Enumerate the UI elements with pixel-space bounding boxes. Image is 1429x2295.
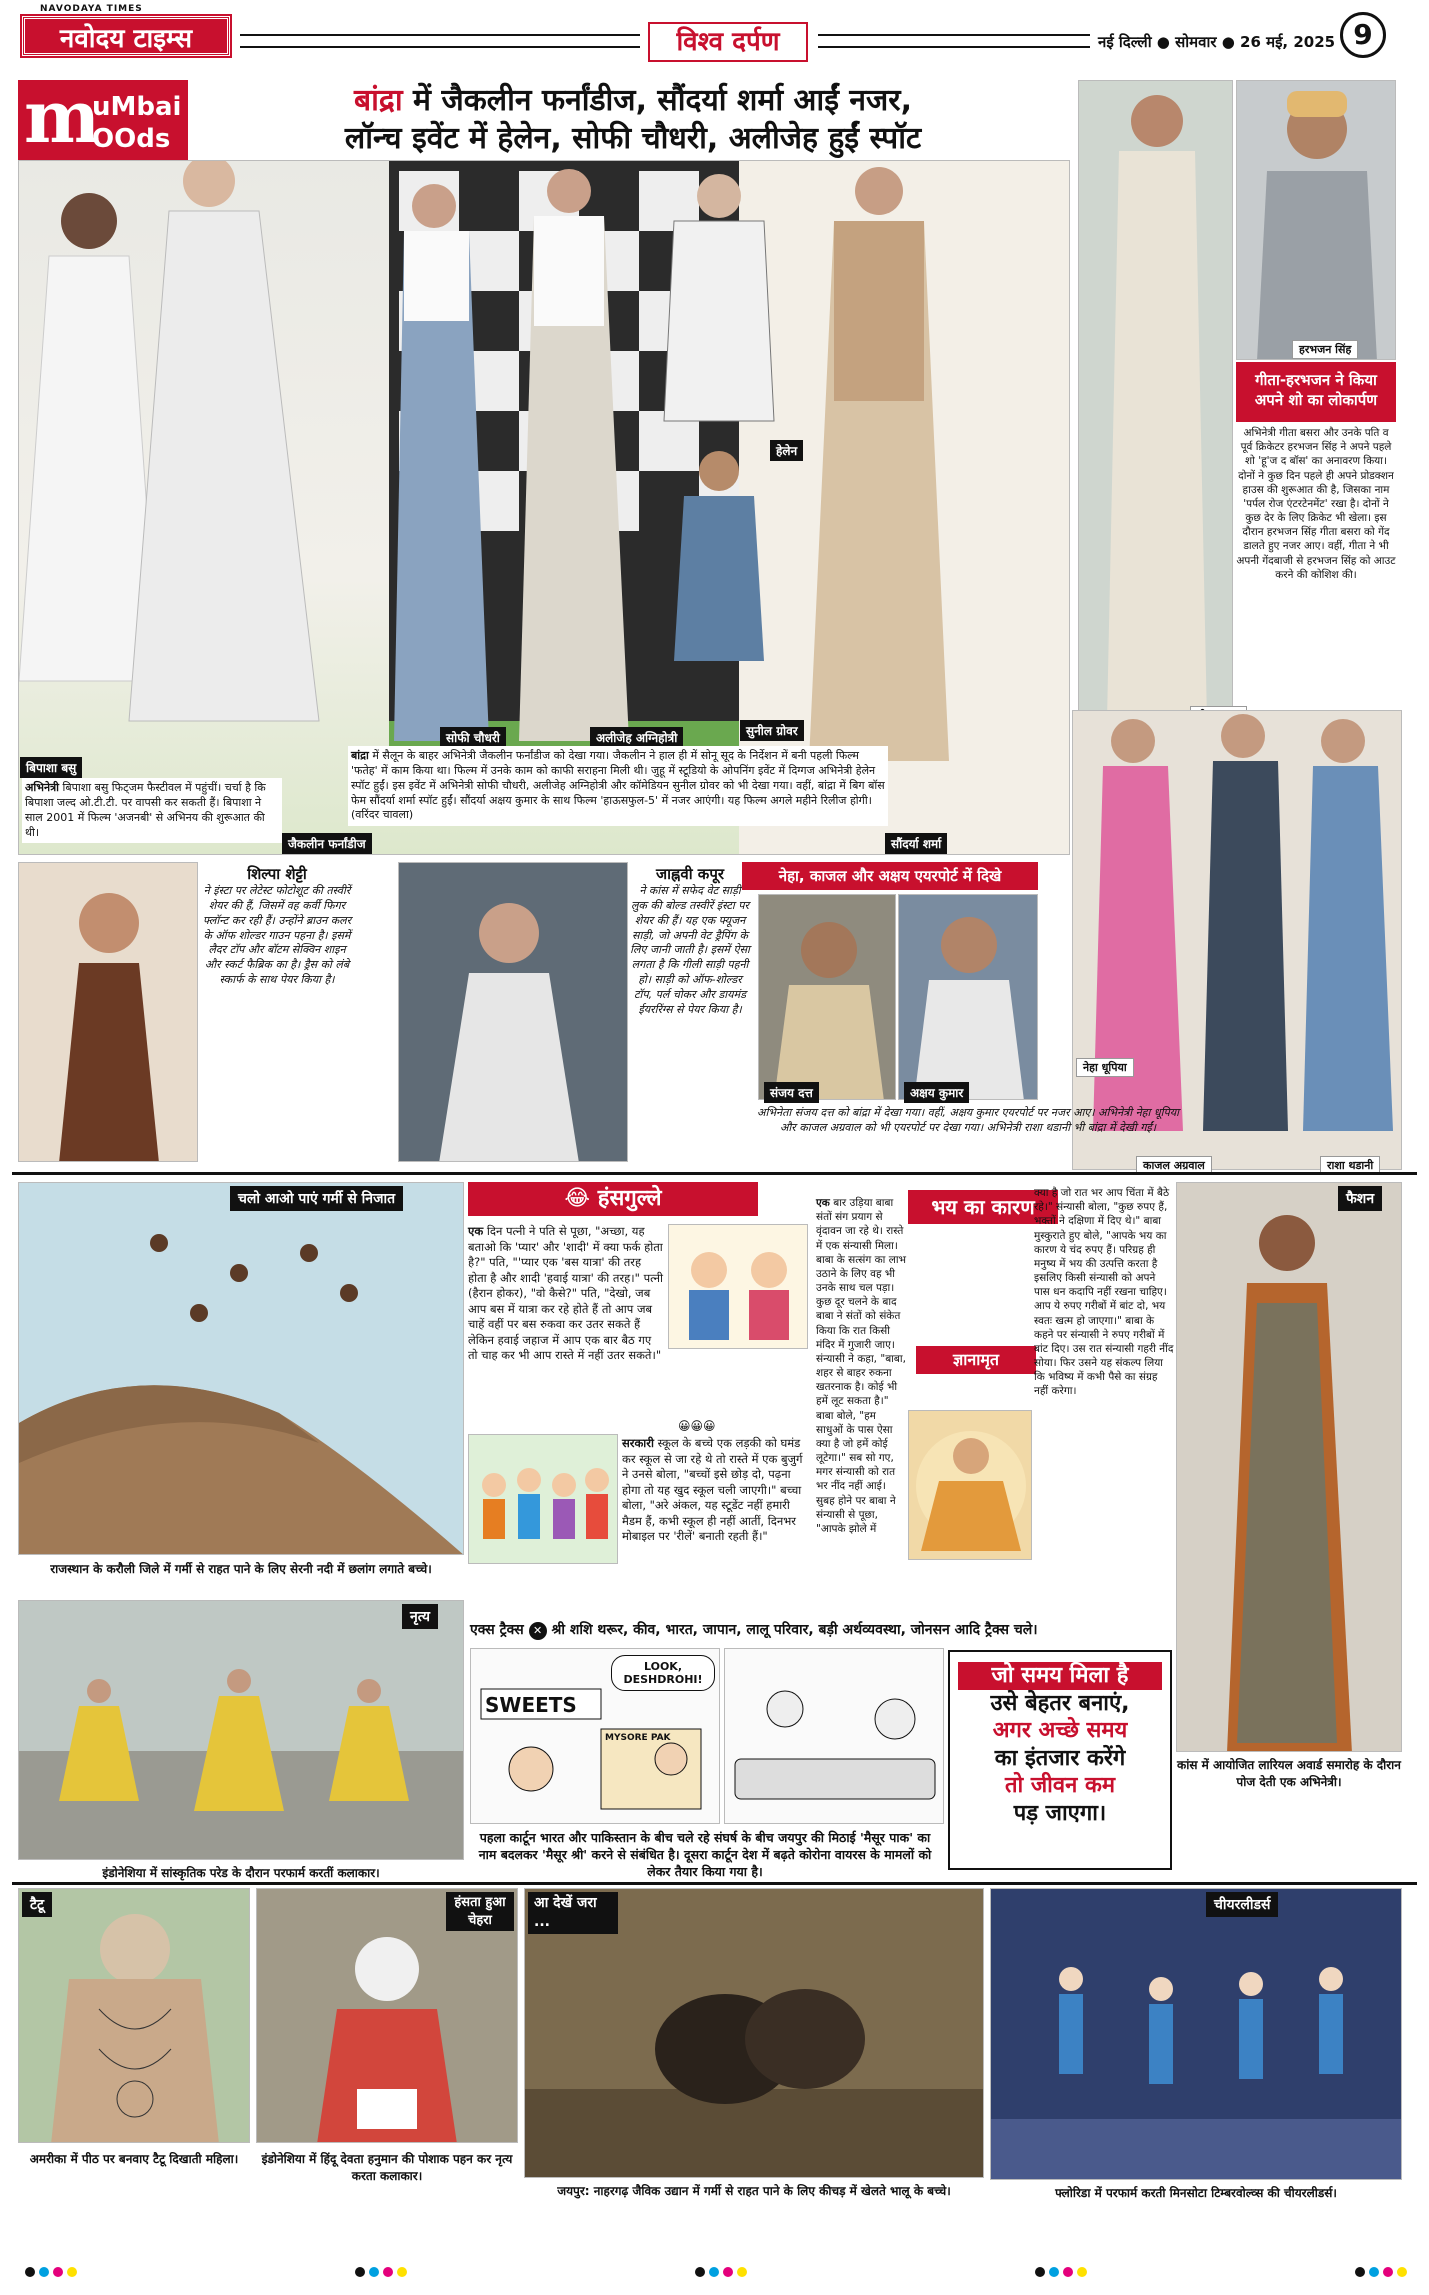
humor-box — [468, 1182, 810, 1592]
extra-tracks — [470, 1620, 1170, 1642]
cartoon-1 — [470, 1648, 720, 1824]
label-rasha: राशा थडानी — [1320, 1156, 1380, 1175]
brand-line1: uMbai — [92, 92, 182, 122]
label-akshay: अक्षय कुमार — [904, 1082, 969, 1103]
geeta-photo — [1078, 80, 1233, 730]
registration-graphic — [0, 2262, 1429, 2282]
janhvi-body: ने कांस में सफेद वेट साड़ी लुक की बोल्ड तस्वीरें इंस्टा पर शेयर की हैं। यह एक फ्यूजन साड़ी, जो अपनी वेट ड्रैपिंग के लिए जानी जाती है। इसमें ऐसा लगता है कि गीली साड़ी पहनी हो। साड़ी को ऑफ-शोल्डर टॉप, पर्ल चोकर और डायमंड ईयररिंग्स से पेयर किया है। — [630, 884, 750, 1016]
cheer-graphic — [991, 1889, 1402, 2180]
humor-emoji: 😀😀😀 — [678, 1419, 716, 1433]
tattoo-graphic — [19, 1889, 250, 2143]
wisdom-title: ज्ञानामृत — [916, 1346, 1036, 1374]
hanuman-caption: इंडोनेशिया में हिंदू देवता हनुमान की पोशाक पहन कर नृत्य करता कलाकार। — [261, 2152, 513, 2183]
quote-line4: का इंतजार करेंगे — [994, 1745, 1126, 1771]
quote-line6: पड़ जाएगा। — [1013, 1800, 1107, 1826]
label-helen: हेलेन — [770, 440, 803, 461]
humor-joke1-body: दिन पत्नी ने पति से पूछा, "अच्छा, यह बताओ कि 'प्यार' और 'शादी' में क्या फर्क होता है?" पति, "'प्यार एक 'बस यात्रा' की तरह होता है और शादी 'हवाई यात्रा' की तरह।" पत्नी (हैरान होकर), "वो कैसे?" पति, "देखो, जब आप बस में यात्रा कर रहे होते हैं तो आप जब चाहें वहीं पर बस रुकवा कर उतर सकते हैं लेकिन हवाई जहाज में आप एक बार बैठ गए तो चाह कर भी आप रास्ते में नहीं उतर सकते।" — [468, 1224, 663, 1363]
cartoon-sign: SWEETS — [485, 1693, 577, 1717]
shilpa-graphic — [19, 863, 198, 1162]
lead-credit: (वरिंदर चावला) — [351, 808, 414, 822]
masthead — [0, 0, 1429, 68]
dance-caption: इंडोनेशिया में सांस्कृतिक परेड के दौरान परफार्म करतीं कलाकार। — [102, 1866, 380, 1880]
cartoon-2 — [724, 1648, 944, 1824]
humor-joke1 — [468, 1224, 663, 1364]
dateline: नई दिल्ली ● सोमवार ● 26 मई, 2025 — [1098, 33, 1336, 51]
label-kajal: काजल अग्रवाल — [1136, 1156, 1212, 1175]
humor-joke2-lead: सरकारी — [622, 1436, 654, 1450]
sage-graphic — [909, 1411, 1032, 1560]
janhvi-text — [630, 864, 750, 1018]
lead-headline-red: बांद्रा — [354, 83, 403, 118]
heat-graphic — [19, 1183, 464, 1555]
extra-label: एक्स ट्रैक्स — [470, 1622, 524, 1638]
airport-headline: नेहा, काजल और अक्षय एयरपोर्ट में दिखे — [742, 862, 1038, 890]
fear-col2: क्या है जो रात भर आप चिंता में बैठे रहे।" संन्यासी बोला, "कुछ रुपए हैं, भक्तों ने दक्षिणा में दिए थे।" बाबा मुस्कुराते हुए बोले, "आपके भय का कारण ये चंद रुपए हैं। परिग्रह ही मनुष्य में भय की उत्पत्ति करता है इसलिए किसी संन्यासी को अपने पास धन कदापि नहीं रखना चाहिए। आप ये रुपए गरीबों में बांट दो, भय स्वतः खत्म हो जाएगा।" बाबा के कहने पर संन्यासी ने रुपए गरीबों में बांट दिए। उस रात संन्यासी गहरी नींद सोया। फिर उसने यह संकल्प लिया कि भविष्य में कभी पैसे का संग्रह नहीं करेगा। — [1034, 1187, 1174, 1398]
janhvi-graphic — [399, 863, 628, 1162]
label-sanjay: संजय दत्त — [764, 1082, 819, 1103]
humor-joke2 — [622, 1436, 808, 1545]
harbhajan-graphic — [1237, 81, 1396, 360]
geeta-headline: गीता-हरभजन ने किया अपने शो का लोकार्पण — [1236, 362, 1396, 422]
dance-graphic — [19, 1601, 464, 1860]
divider-1 — [12, 1172, 1417, 1175]
lead-headline-line1 — [200, 82, 1066, 120]
sanjay-photo — [758, 894, 896, 1100]
header-rule-right — [818, 34, 1090, 48]
humor-joke2-body: स्कूल के बच्चे एक लड़की को घमंड कर स्कूल से जा रहे थे तो रास्ते में एक बुजुर्ग ने उनसे बोला, "बच्चों इसे छोड़ दो, पढ़ना होगा तो यह खुद स्कूल चली जाएगी।" बच्चा बोला, "अरे अंकल, यह स्टूडेंट नहीं हमारी मैडम हैं, कभी स्कूल ही नहीं आतीं, दिनभर मोबाइल पर 'रीलें' बनाती रहती हैं।" — [622, 1436, 803, 1544]
shilpa-name: शिल्पा शेट्टी — [247, 865, 307, 883]
kids-graphic — [469, 1435, 618, 1564]
fear-col1 — [816, 1196, 906, 1536]
label-neha: नेहा धूपिया — [1076, 1058, 1134, 1077]
header-rule-left — [240, 34, 640, 48]
brand-line2: OOds — [92, 124, 171, 154]
laugh-icon: 😂 — [564, 1186, 598, 1211]
label-alizeh: अलीजेह अग्निहोत्री — [590, 727, 683, 748]
registration-bar — [0, 2262, 1429, 2282]
fear-col1-body: बार उड़िया बाबा संतों संग प्रयाग से वृंदावन जा रहे थे। रास्ते में एक संन्यासी मिला। बाबा के सत्संग का लाभ उठाने के लिए वह भी उनके साथ चल पड़ा। कुछ दूर चलने के बाद बाबा ने संतों को संकेत किया कि रात किसी मंदिर में गुजारी जाए। संन्यासी ने कहा, "बाबा, शहर से बाहर रुकना खतरनाक है। कोई भी हमें लूट सकता है।" बाबा बोले, "हम साधुओं के पास ऐसा क्या है जो हमें कोई लूटेगा।" सब सो गए, मगर संन्यासी को रात भर नींद नहीं आई। सुबह होने पर बाबा ने संन्यासी से पूछा, "आपके झोले में — [816, 1197, 906, 1535]
cartoon-bubble: LOOK, DESHDROHI! — [611, 1655, 715, 1691]
dance-photo — [18, 1600, 464, 1860]
cartoon-shop: MYSORE PAK — [605, 1733, 671, 1743]
airport-text: अभिनेता संजय दत्त को बांद्रा में देखा गया। वहीं, अक्षय कुमार एयरपोर्ट पर नजर आए। अभिनेत्री नेहा धूपिया और काजल अग्रवाल को भी एयरपोर्ट पर देखा गया। अभिनेत्री राशा थडानी भी बांद्रा में देखी गईं। — [757, 1106, 1179, 1134]
label-saundarya: सौंदर्या शर्मा — [885, 833, 947, 854]
neha-kajal-photo — [1072, 710, 1402, 1170]
lead-article-body: में सैलून के बाहर अभिनेत्री जैकलीन फर्नांडीज को देखा गया। जैकलीन ने हाल ही में सोनू सूद के निर्देशन में बनी पहली फिल्म 'फतेह' में काम किया था। फिल्म में उनके काम को काफी सराहना मिली थी। जुहू में स्टूडियो के ओपनिंग इवेंट में दिग्गज अभिनेत्री हेलेन स्पॉट हुईं। इस इवेंट में अभिनेत्री सोफी चौधरी, अलीजेह अग्निहोत्री और कॉमेडियन सुनील ग्रोवर को भी देखा गया। वहीं, बांद्रा में बिग बॉस फेम सौंदर्या शर्मा स्पॉट हुईं। सौंदर्या अक्षय कुमार के साथ फिल्म 'हाऊसफुल-5' में नजर आएंगी। यह फिल्म अगले महीने रिलीज होगी। — [351, 749, 885, 807]
janhvi-name: जाह्नवी कपूर — [656, 865, 724, 883]
cheer-tag: चीयरलीडर्स — [1206, 1892, 1278, 1917]
bipasha-text-body: बिपाशा बसु फिट्जम फैस्टीवल में पहुंचीं। चर्चा है कि बिपाशा जल्द ओ.टी.टी. पर वापसी कर सकती हैं। बिपाशा ने साल 2001 में फिल्म 'अजनबी' से अभिनय की शुरूआत की थी। — [25, 781, 266, 839]
fashion-tag: फैशन — [1338, 1186, 1382, 1211]
akshay-photo — [898, 894, 1038, 1100]
humor-joke1-lead: एक — [468, 1224, 484, 1238]
fashion-caption: कांस में आयोजित लारियल अवार्ड समारोह के दौरान पोज देती एक अभिनेत्री। — [1177, 1758, 1401, 1789]
shilpa-body: ने इंस्टा पर लेटेस्ट फोटोशूट की तस्वीरें शेयर की हैं, जिसमें वह कर्वी फिगर फ्लॉन्ट कर रही हैं। उन्होंने ब्राउन कलर के ऑफ शोल्डर गाउन पहना है। इसमें लैदर टॉप और बॉटम सेक्विन शाइन और स्कर्ट फैब्रिक का है। ड्रैस को लंबे स्कार्फ के साथ पेयर किया है। — [202, 884, 352, 987]
heat-photo — [18, 1182, 464, 1555]
tattoo-caption: अमरीका में पीठ पर बनवाए टैटू दिखाती महिला। — [29, 2152, 239, 2166]
cartoon-caption: पहला कार्टून भारत और पाकिस्तान के बीच चले रहे संघर्ष के बीच जयपुर की मिठाई 'मैसूर पाक' का नाम बदलकर 'मैसूर श्री' करने से संबंधित है। दूसरा कार्टून देश में बढ़ते कोरोना वायरस के मामलों को लेकर तैयार किया गया है। — [478, 1830, 932, 1879]
divider-2 — [12, 1882, 1417, 1885]
label-sunil: सुनील ग्रोवर — [740, 720, 804, 741]
cartoon-2-graphic — [725, 1649, 944, 1824]
label-harbhajan: हरभजन सिंह — [1292, 340, 1358, 359]
tattoo-photo — [18, 1888, 250, 2143]
jacqueline-figure — [129, 161, 319, 721]
cheer-photo — [990, 1888, 1402, 2180]
bipasha-text — [22, 778, 282, 843]
fear-lead: एक — [816, 1197, 830, 1209]
bipasha-text-lead: अभिनेत्री — [25, 781, 60, 794]
quote-line3: अगर अच्छे समय — [992, 1718, 1128, 1743]
extra-text: श्री शशि थरूर, कीव, भारत, जापान, लालू परिवार, बड़ी अर्थव्यवस्था, जोनसन आदि ट्रैक्स चले। — [551, 1622, 1038, 1638]
neha-kajal-graphic — [1073, 711, 1402, 1170]
brand-box — [18, 74, 188, 162]
shilpa-photo — [18, 862, 198, 1162]
humor-title: हंसगुल्ले — [597, 1186, 662, 1211]
humor-couple-illustration — [668, 1224, 808, 1349]
lead-headline-rest: में जैकलीन फर्नांडीज, सौंदर्या शर्मा आईं नजर, — [402, 83, 912, 118]
heat-caption: राजस्थान के करौली जिले में गर्मी से राहत पाने के लिए सेरनी नदी में छलांग लगाते बच्चे। — [50, 1562, 432, 1576]
shilpa-text — [202, 864, 352, 988]
label-jacqueline: जैकलीन फर्नांडीज — [282, 833, 372, 854]
heat-tag: चलो आओ पाएं गर्मी से निजात — [230, 1186, 403, 1211]
quote-line2: उसे बेहतर बनाएं, — [990, 1690, 1130, 1716]
masthead-logo[interactable]: नवोदय टाइम्स — [22, 16, 230, 56]
harbhajan-photo — [1236, 80, 1396, 360]
lead-article-lead: बांद्रा — [351, 749, 369, 762]
bear-tag: आ देखें जरा ... — [528, 1892, 618, 1934]
fashion-graphic — [1177, 1183, 1402, 1752]
extra-icon: ✕ — [529, 1622, 547, 1640]
humor-title-bar — [468, 1182, 758, 1216]
fashion-photo — [1176, 1182, 1402, 1752]
quote-line1: जो समय मिला है — [958, 1662, 1162, 1690]
label-sophie: सोफी चौधरी — [440, 727, 506, 748]
logo-small: NAVODAYA TIMES — [40, 4, 143, 14]
bear-caption: जयपुर: नाहरगढ़ जैविक उद्यान में गर्मी से राहत पाने के लिए कीचड़ में खेलते भालू के बच्चे। — [557, 2184, 951, 2198]
akshay-graphic — [899, 895, 1038, 1100]
quote-line5: तो जीवन कम — [1004, 1773, 1116, 1798]
lead-article — [348, 746, 888, 826]
janhvi-photo — [398, 862, 628, 1162]
dance-tag: नृत्य — [402, 1604, 438, 1629]
cheer-caption: फ्लोरिडा में परफार्म करती मिनसोटा टिम्बरवोल्व्स की चीयरलीडर्स। — [1055, 2186, 1337, 2200]
section-title: विश्व दर्पण — [648, 22, 808, 62]
page-number: 9 — [1340, 12, 1386, 58]
geeta-graphic — [1079, 81, 1233, 730]
sage-illustration — [908, 1410, 1032, 1560]
tattoo-tag: टैटू — [22, 1892, 52, 1917]
hanuman-tag: हंसता हुआ चेहरा — [446, 1892, 514, 1931]
label-bipasha: बिपाशा बसु — [20, 757, 82, 778]
brand-m: m — [24, 74, 101, 159]
couple-graphic — [669, 1225, 808, 1349]
lead-headline-line2: लॉन्च इवेंट में हेलेन, सोफी चौधरी, अलीजेह हुईं स्पॉट — [344, 121, 922, 156]
humor-kids-illustration — [468, 1434, 618, 1564]
geeta-text: अभिनेत्री गीता बसरा और उनके पति व पूर्व क्रिकेटर हरभजन सिंह ने अपने पहले शो 'हू'ज द बॉस' का अनावरण किया। दोनों ने कुछ दिन पहले ही अपने प्रोडक्शन हाउस की शुरूआत की है, जिसका नाम 'पर्पल रोज एंटरटेनमेंट' रखा है। दोनों ने कुछ देर के लिए क्रिकेट भी खेला। इस दौरान हरभजन सिंह गीता बसरा को गेंद डालते हुए नजर आए। वहीं, गीता ने भी अपनी गेंदबाजी से हरभजन सिंह को आउट करने की कोशिश की। — [1236, 427, 1396, 581]
sanjay-graphic — [759, 895, 896, 1100]
quote-box — [948, 1650, 1172, 1870]
lead-headline — [200, 82, 1066, 158]
fear-title: भय का कारण — [908, 1190, 1058, 1224]
